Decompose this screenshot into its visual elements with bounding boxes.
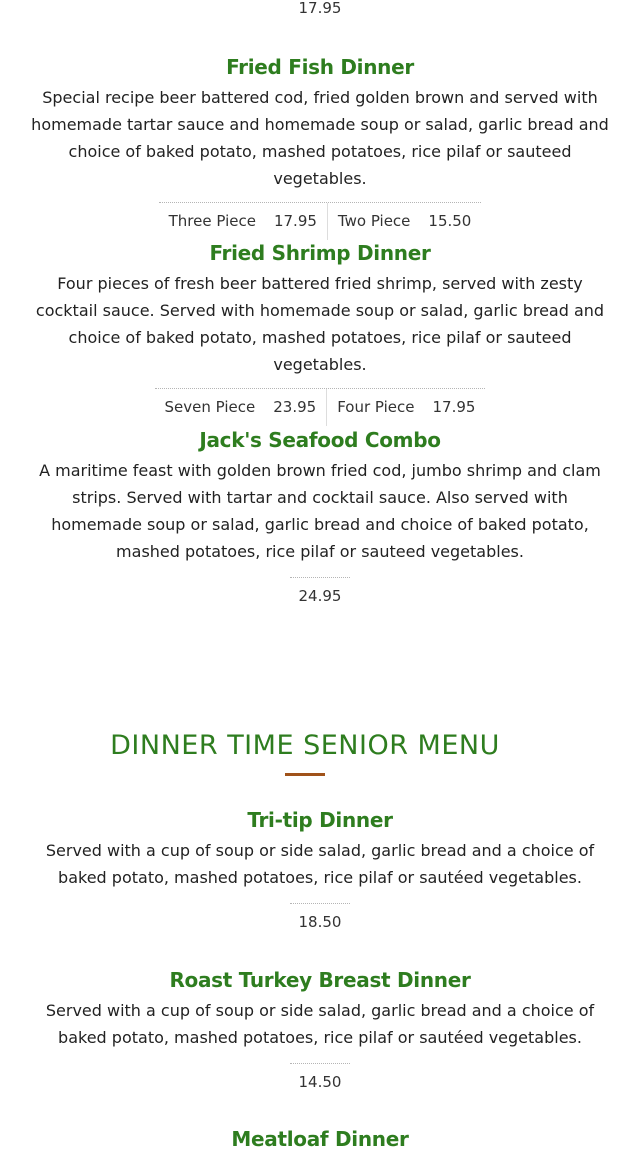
menu-item-title: Fried Fish Dinner (226, 55, 414, 79)
menu-item-meatloaf-dinner (0, 1126, 630, 1152)
menu-item-fried-shrimp-dinner (0, 240, 630, 426)
menu-item-description: Special recipe beer battered cod, fried golden brown and served with homemade tartar sauce and homemade soup or salad, garlic bread and choice of baked potato, mashed potatoes, rice pilaf or sauteed vegetables. (31, 88, 609, 188)
price-options (159, 202, 482, 240)
menu-item-price: 14.50 (290, 1063, 350, 1091)
menu-item-fried-fish-dinner (0, 54, 630, 240)
price-option (327, 203, 481, 240)
price-option-label: Three Piece (168, 212, 256, 230)
price-option (155, 389, 327, 426)
price-option-label: Four Piece (337, 398, 415, 416)
section-title: DINNER TIME SENIOR MENU (110, 730, 500, 761)
previous-item-price: 17.95 (298, 0, 342, 17)
section-heading-senior-menu (0, 728, 610, 776)
menu-item-title: Fried Shrimp Dinner (209, 241, 431, 265)
price-option-value: 23.95 (273, 398, 317, 416)
price-options (155, 388, 486, 426)
section-divider (285, 773, 325, 776)
price-option (326, 389, 485, 426)
price-option (159, 203, 327, 240)
menu-item-roast-turkey-breast-dinner (0, 967, 630, 1091)
menu-item-jacks-seafood-combo (0, 427, 630, 605)
price-option-value: 17.95 (432, 398, 476, 416)
price-option-value: 17.95 (273, 212, 317, 230)
menu-item-tri-tip-dinner (0, 807, 630, 931)
price-option-value: 15.50 (428, 212, 472, 230)
menu-item-description: Served with a cup of soup or side salad, garlic bread and a choice of baked potato, mashed potatoes, rice pilaf or sautéed vegetables. (45, 841, 595, 887)
menu-item-price: 18.50 (290, 903, 350, 931)
price-option-label: Seven Piece (164, 398, 256, 416)
menu-item-description: Served with a cup of soup or side salad, garlic bread and a choice of baked potato, mashed potatoes, rice pilaf or sautéed vegetables. (45, 1001, 595, 1047)
menu-item-description: A maritime feast with golden brown fried cod, jumbo shrimp and clam strips. Served with tartar and cocktail sauce. Also served with homemade soup or salad, garlic bread and choice of baked potato, mashed potatoes, rice pilaf or sauteed vegetables. (39, 461, 601, 561)
menu-item-description: Four pieces of fresh beer battered fried shrimp, served with zesty cocktail sauce. Served with homemade soup or salad, garlic bread and choice of baked potato, mashed potatoes, rice pilaf or sauteed vegetables. (35, 274, 605, 374)
price-option-label: Two Piece (337, 212, 411, 230)
menu-item-price: 24.95 (290, 577, 350, 605)
menu-item-title: Meatloaf Dinner (231, 1127, 409, 1151)
menu-item-title: Jack's Seafood Combo (199, 428, 441, 452)
menu-item-title: Roast Turkey Breast Dinner (169, 968, 471, 992)
menu-item-title: Tri-tip Dinner (247, 808, 393, 832)
